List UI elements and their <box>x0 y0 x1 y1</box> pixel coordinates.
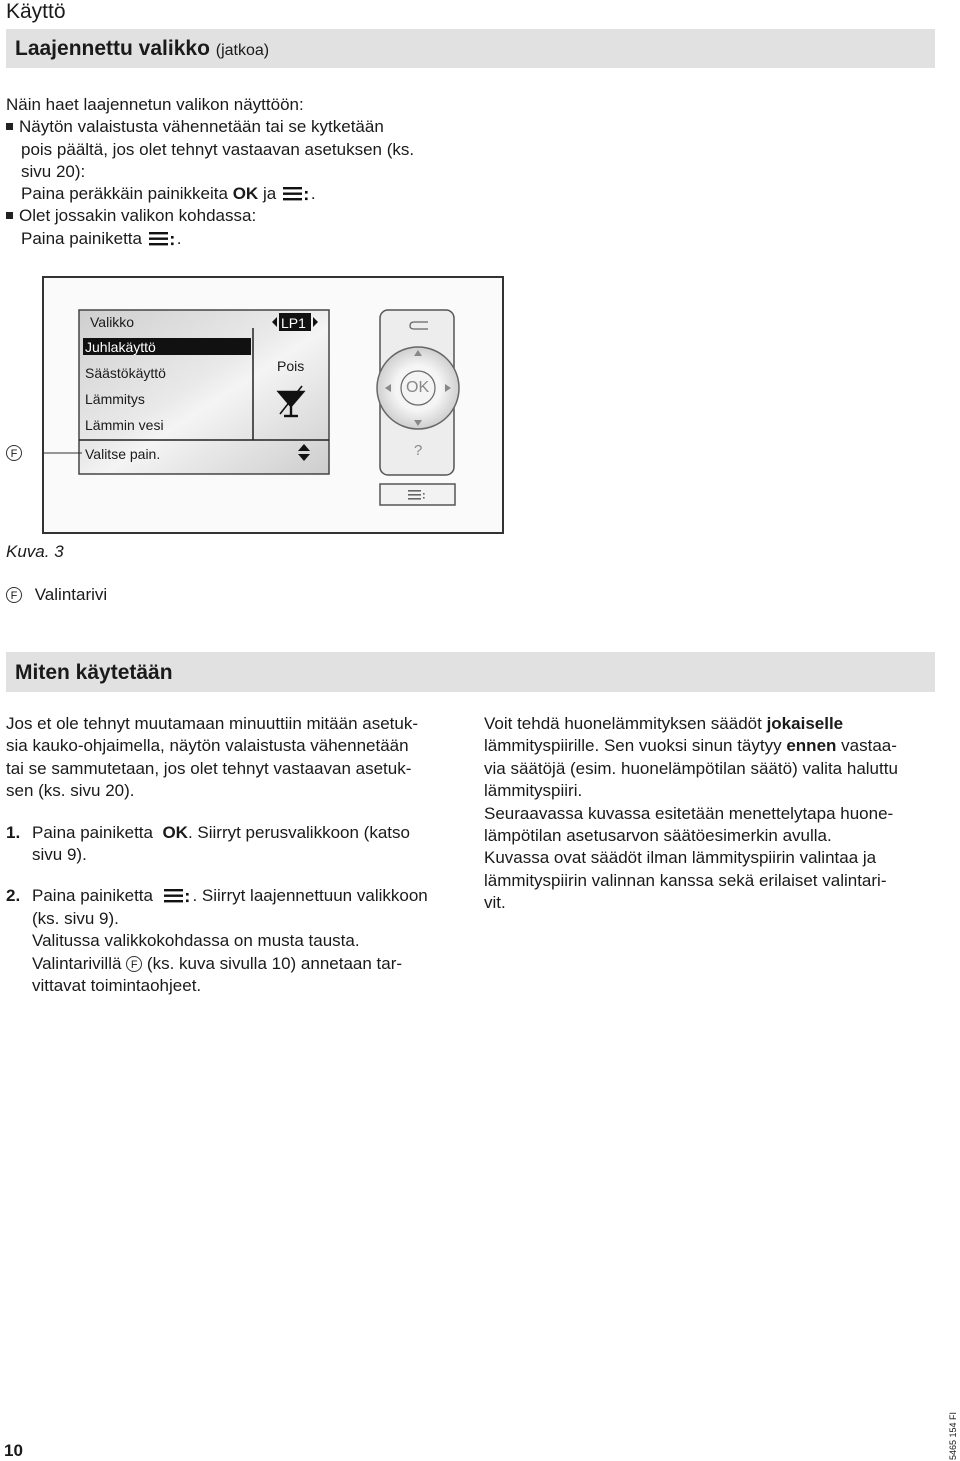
left-column <box>6 713 468 997</box>
inline-f-circle: F <box>126 956 142 972</box>
menu-button-icon <box>164 887 190 904</box>
paragraph-line: vit. <box>484 893 506 913</box>
ok-button-label: OK <box>406 379 430 396</box>
bullet-square-icon <box>6 212 13 219</box>
callout-f-marker <box>6 445 22 463</box>
screen-menu-item[interactable]: Säästökäyttö <box>85 365 166 381</box>
callout-f-circle: F <box>6 445 22 461</box>
extended-menu-instructions <box>6 94 476 250</box>
screen-selection-row: Valitse pain. <box>85 446 161 462</box>
right-column <box>484 713 944 915</box>
screen-menu-title: Valikko <box>90 314 135 330</box>
remote-control-figure <box>42 276 504 534</box>
paragraph-line: lämmityspiirin valinnan kanssa sekä erilaiset valintari- <box>484 870 887 890</box>
paragraph-line: lämmityspiirille. Sen vuoksi sinun täytyy ennen vastaa- <box>484 736 897 756</box>
intro-text: Näin haet laajennetun valikon näyttöön: <box>6 95 304 114</box>
legend-text: Valintarivi <box>34 585 108 604</box>
step-text-line: Valitussa valikkokohdassa on musta tausta. <box>32 931 360 951</box>
bullet-square-icon <box>6 123 13 130</box>
step-text-line: (ks. sivu 9). <box>32 908 119 928</box>
screen-circuit-tag: LP1 <box>281 315 306 331</box>
document-code: 5465 154 FI <box>948 1411 958 1460</box>
bullet-item: Olet jossakin valikon kohdassa: <box>6 205 476 227</box>
chapter-title: Käyttö <box>6 0 66 23</box>
menu-button-icon <box>149 230 175 247</box>
help-button[interactable]: ? <box>414 442 423 459</box>
paragraph-line: tai se sammutetaan, jos olet tehnyt vastaavan asetuk- <box>6 758 412 778</box>
step-1: 1. Paina painiketta OK. Siirryt perusvalikkoon (katso <box>6 822 410 842</box>
section-title: Miten käytetään <box>15 661 173 684</box>
bullet-text-line: sivu 20): <box>21 161 86 181</box>
screen-menu-item[interactable]: Lämmin vesi <box>85 417 164 433</box>
section-header-extended-menu <box>6 29 935 68</box>
figure-legend <box>6 585 107 605</box>
bullet-text-line: Paina painiketta . <box>21 228 182 248</box>
paragraph-line: lämmityspiiri. <box>484 781 583 801</box>
paragraph-line: sen (ks. sivu 20). <box>6 781 135 801</box>
bullet-text-line: Paina peräkkäin painikkeita OK ja . <box>21 184 316 204</box>
paragraph-line: Seuraavassa kuvassa esitetään menettelytapa huone- <box>484 803 894 823</box>
page-number: 10 <box>4 1441 23 1460</box>
menu-button-icon <box>283 185 309 202</box>
paragraph-line: Voit tehdä huonelämmityksen säädöt jokaiselle <box>484 714 844 733</box>
paragraph-line: lämpötilan asetusarvon säätöesimerkin avulla. <box>484 826 832 846</box>
section-header-how-to-use <box>6 652 935 692</box>
screen-status-text: Pois <box>277 358 305 374</box>
step-text-line: Valintarivillä F (ks. kuva sivulla 10) annetaan tar- <box>32 953 403 973</box>
bullet-text-line: pois päältä, jos olet tehnyt vastaavan asetuksen (ks. <box>21 139 415 159</box>
screen-menu-item-selected[interactable]: Juhlakäyttö <box>85 339 156 355</box>
paragraph-line: via säätöjä (esim. huonelämpötilan säätö) valita haluttu <box>484 758 898 778</box>
paragraph-line: Jos et ole tehnyt muutamaan minuuttiin mitään asetuk- <box>6 714 418 733</box>
legend-f-circle: F <box>6 587 22 603</box>
paragraph-line: sia kauko-ohjaimella, näytön valaistusta vähennetään <box>6 736 409 756</box>
paragraph-line: Kuvassa ovat säädöt ilman lämmityspiirin valintaa ja <box>484 848 877 868</box>
section-title: Laajennettu valikko (jatkoa) <box>15 37 270 60</box>
step-text-line: vittavat toimintaohjeet. <box>32 976 202 996</box>
section-subtitle: (jatkoa) <box>215 42 270 59</box>
screen-menu-item[interactable]: Lämmitys <box>85 391 145 407</box>
bullet-item: Näytön valaistusta vähennetään tai se kytketään <box>6 116 476 138</box>
step-2: 2. Paina painiketta . Siirryt laajennettuun valikkoon <box>6 886 428 906</box>
step-text-line: sivu 9). <box>32 845 87 865</box>
figure-caption: Kuva. 3 <box>6 542 64 561</box>
